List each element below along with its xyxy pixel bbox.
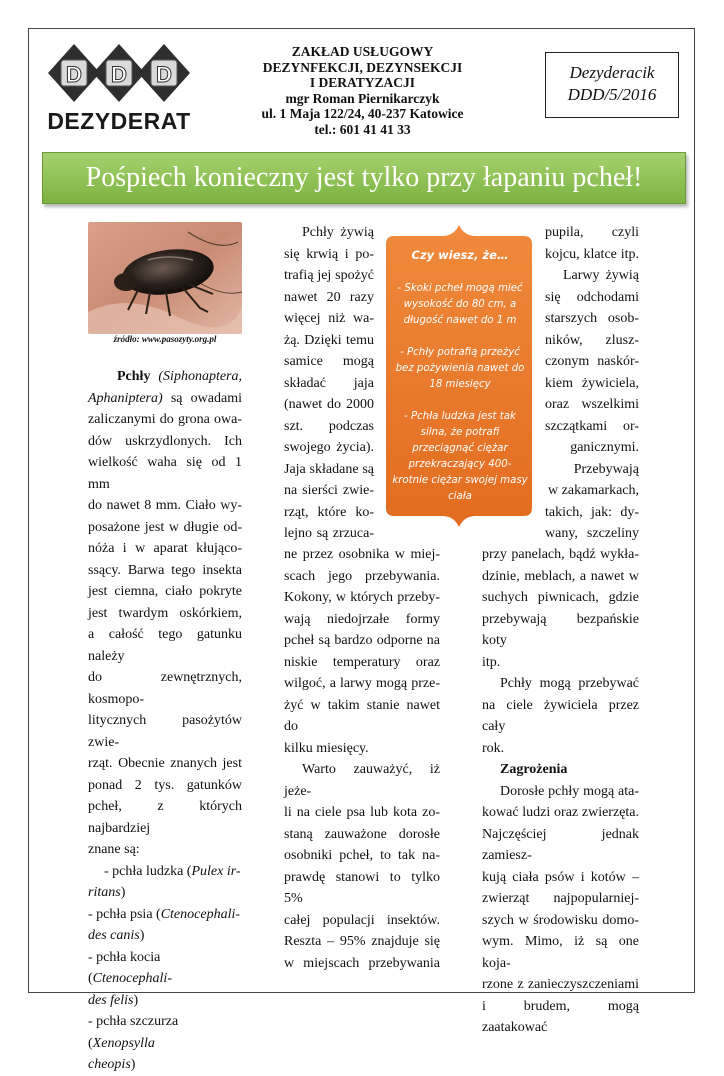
col2-line: Kokony, w których przeby- bbox=[284, 590, 440, 605]
col3-line: rok. bbox=[482, 740, 505, 756]
col2-line: całej populacji insektów. bbox=[284, 912, 440, 928]
col1-line: zaliczanymi do grona owa- bbox=[88, 412, 242, 427]
col2-line: lejno są zrzuca- bbox=[284, 526, 374, 541]
col3-line: starszych osob- bbox=[545, 311, 639, 326]
col1-line: Aphaniptera) są owadami bbox=[88, 390, 242, 406]
col2-line: na sierści zwie- bbox=[284, 483, 374, 498]
col3-line: szych w środowisku domo- bbox=[482, 912, 639, 928]
col1-line: jest ciemna, ciało pokryte bbox=[88, 584, 242, 599]
col3-line: Najczęściej jednak zamiesz- bbox=[482, 826, 639, 863]
col3-line: w zakamarkach, bbox=[548, 483, 639, 498]
col1-line: ponad 2 tys. gatunków bbox=[88, 777, 242, 793]
col2-line: wilgoć, a larwy mogą prze- bbox=[284, 676, 440, 691]
logo-diamond-1 bbox=[48, 44, 100, 102]
col1-line: do nawet 8 mm. Ciało wy- bbox=[88, 498, 242, 513]
col3-line: Larwy żywią bbox=[563, 268, 639, 283]
col2-line: Jaja składane są bbox=[284, 461, 374, 477]
flea-photo bbox=[88, 222, 242, 334]
col2-line: składać jaja bbox=[284, 375, 374, 391]
col3-line: czonym naskór- bbox=[545, 354, 639, 369]
col2-line: samice mogą bbox=[284, 354, 374, 369]
col2-line: rząt, które ko- bbox=[284, 504, 374, 520]
col2-line: staną zauważone dorosłe bbox=[284, 826, 440, 842]
col3-line: przy panelach, bądź wykła- bbox=[482, 547, 639, 562]
company-line: ZAKŁAD USŁUGOWY bbox=[291, 44, 434, 59]
col2-line: kilku miesięcy. bbox=[284, 740, 369, 756]
logo-letter-1: D bbox=[66, 62, 82, 87]
title-banner: Pośpiech konieczny jest tylko przy łapaniu pcheł! bbox=[42, 152, 686, 204]
col1-line: nóża i w aparat kłująco- bbox=[88, 541, 242, 556]
col2-line: żyć w takim stanie nawet do bbox=[284, 697, 440, 734]
col2-line: nawet 20 razy bbox=[284, 289, 374, 305]
logo-letter-2: D bbox=[111, 62, 127, 87]
col3-line: suchych piwnicach, gdzie bbox=[482, 590, 639, 605]
col3-line: Dorosłe pchły mogą ata- bbox=[500, 783, 639, 799]
col3-line: takich, jak: dy- bbox=[545, 504, 639, 520]
col2-line: więcej niż wa- bbox=[284, 311, 374, 326]
col2-line: Warto zauważyć, iż jeże- bbox=[284, 762, 440, 799]
col3-line: zwierząt najpopularniej- bbox=[482, 891, 639, 906]
col2-line: (nawet do 2000 bbox=[284, 397, 374, 412]
list-item: - pchła psia (Ctenocephali- bbox=[88, 906, 241, 922]
col1-line: znane są: bbox=[88, 842, 140, 857]
company-line: tel.: 601 41 41 33 bbox=[314, 121, 411, 137]
col3-line: kują ciała psów i kotów – bbox=[482, 869, 639, 885]
infobox-fact: - Pchły potrafią przeżyć bez pożywienia nawet do 18 miesięcy bbox=[395, 347, 525, 390]
col1-line: wielkość waha się od 1 mm bbox=[88, 455, 242, 492]
col1-line: do zewnętrznych, kosmopo- bbox=[88, 670, 242, 707]
col2-line: li na ciele psa lub kota zo- bbox=[284, 805, 440, 820]
latin-name: (Siphonaptera, bbox=[158, 369, 242, 384]
col3-line: rzone z zanieczyszczeniami bbox=[482, 977, 639, 992]
col2-line: niskie temperatury oraz bbox=[284, 654, 440, 670]
col3-line: wany, szczeliny bbox=[545, 526, 639, 541]
list-item-cont: cheopis) bbox=[88, 1057, 136, 1072]
col3-line: Przebywają bbox=[573, 461, 639, 477]
col2-line: trafią jej spożyć bbox=[284, 268, 374, 283]
col1-line: posażone jest w długie od- bbox=[88, 519, 242, 535]
infobox-content bbox=[392, 247, 528, 521]
col2-line: osobniki pcheł, to tak na- bbox=[284, 848, 440, 863]
column-2-narrow bbox=[284, 222, 374, 545]
col3-line: szczątkami or- bbox=[545, 418, 639, 434]
logo-letter-3: D bbox=[156, 62, 172, 87]
company-info bbox=[240, 44, 485, 138]
col1-line: jest twardym oskórkiem, bbox=[88, 605, 242, 621]
col2-line: pcheł są bardzo odporne na bbox=[284, 633, 440, 648]
col1-line: ssący. Barwa tego insekta bbox=[88, 562, 242, 578]
photo-caption: źródło: www.pasozyty.org.pl bbox=[113, 334, 217, 344]
col2-line: szt. podczas bbox=[284, 418, 374, 434]
column-1 bbox=[88, 366, 242, 1076]
list-item-cont: ritans) bbox=[88, 885, 126, 900]
column-3-wide bbox=[482, 544, 639, 1039]
col3-line: ników, zlusz- bbox=[545, 332, 639, 348]
col3-line: kiem żywiciela, bbox=[545, 375, 639, 391]
col2-line: w miejscach przebywania bbox=[284, 955, 440, 971]
col1-line: pcheł, z których najbardziej bbox=[88, 799, 242, 836]
col3-line: dzinie, meblach, a nawet w bbox=[482, 568, 639, 584]
company-line: I DERATYZACJI bbox=[309, 75, 416, 91]
column-2-wide bbox=[284, 544, 440, 974]
col3-line: i brudem, mogą zaatakować bbox=[482, 998, 639, 1035]
badge-title: Dezyderacik bbox=[569, 63, 655, 82]
col3-line: wym. Mimo, iż są one koja- bbox=[482, 934, 639, 971]
col2-line: prawdę stanowi to tylko 5% bbox=[284, 869, 440, 906]
term-pchly: Pchły bbox=[117, 369, 151, 384]
col1-line: a całość tego gatunku należy bbox=[88, 627, 242, 664]
col2-line: się krwią i po- bbox=[284, 246, 374, 262]
col3-line: się odchodami bbox=[545, 289, 639, 305]
col3-line: oraz wszelkimi bbox=[545, 397, 639, 412]
logo-wordmark: DEZYDERAT bbox=[47, 108, 191, 134]
logo-diamond-3 bbox=[138, 44, 190, 102]
col1-line: litycznych pasożytów zwie- bbox=[88, 713, 242, 750]
company-line: ul. 1 Maja 122/24, 40-237 Katowice bbox=[261, 106, 464, 122]
issue-badge bbox=[545, 52, 679, 118]
list-item: - pchła kocia (Ctenocephali- bbox=[88, 949, 172, 986]
col2-line: wają niedojrzałe formy bbox=[284, 611, 440, 627]
list-item-cont: des canis) bbox=[88, 928, 145, 943]
infobox-fact: - Pchła ludzka jest tak silna, że potrafi przeciągnąć ciężar przekraczający 400-krotnie ciężar swojej masy ciała bbox=[392, 411, 528, 502]
list-item-cont: des felis) bbox=[88, 992, 139, 1008]
col3-line: kojcu, klatce itp. bbox=[545, 246, 639, 262]
col2-line: ne przez osobnika w miej- bbox=[284, 547, 440, 562]
logo-diamond-2 bbox=[93, 44, 145, 102]
col3-line: ganicznymi. bbox=[570, 440, 639, 455]
col2-line: Reszta – 95% znajduje się bbox=[284, 934, 440, 949]
col3-line: itp. bbox=[482, 654, 501, 670]
infobox-fact: - Skoki pcheł mogą mieć wysokość do 80 cm, a długość nawet do 1 m bbox=[397, 283, 523, 326]
col1-line: dów uskrzydlonych. Ich bbox=[88, 433, 242, 449]
col3-line: pupila, czyli bbox=[545, 225, 639, 240]
section-heading-zagrozenia: Zagrożenia bbox=[500, 762, 568, 777]
column-3-narrow bbox=[545, 222, 639, 545]
col3-line: kować ludzi oraz zwierzęta. bbox=[482, 805, 639, 820]
badge-number: DDD/5/2016 bbox=[567, 85, 657, 104]
company-line: DEZYNFEKCJI, DEZYNSEKCJI bbox=[262, 59, 463, 75]
col1-line bbox=[88, 366, 242, 388]
col1-line: rząt. Obecnie znanych jest bbox=[88, 756, 242, 771]
list-item: - pchła ludzka (Pulex ir- bbox=[104, 863, 241, 879]
col2-line: swojego życia). bbox=[284, 440, 374, 455]
col2-line: scach jego przebywania. bbox=[284, 568, 440, 584]
company-line: mgr Roman Piernikarczyk bbox=[285, 90, 440, 106]
list-item: - pchła szczurza (Xenopsylla bbox=[88, 1014, 179, 1051]
latin-name: Aphaniptera) bbox=[88, 390, 163, 406]
col3-line: przebywają bezpańskie koty bbox=[482, 611, 639, 648]
col3-line: na ciele żywiciela przez cały bbox=[482, 697, 639, 734]
col2-line: Pchły żywią bbox=[302, 225, 374, 240]
col2-line: żą. Dzięki temu bbox=[284, 332, 374, 348]
infobox-title: Czy wiesz, że… bbox=[411, 248, 509, 262]
col3-line: Pchły mogą przebywać bbox=[500, 676, 639, 691]
